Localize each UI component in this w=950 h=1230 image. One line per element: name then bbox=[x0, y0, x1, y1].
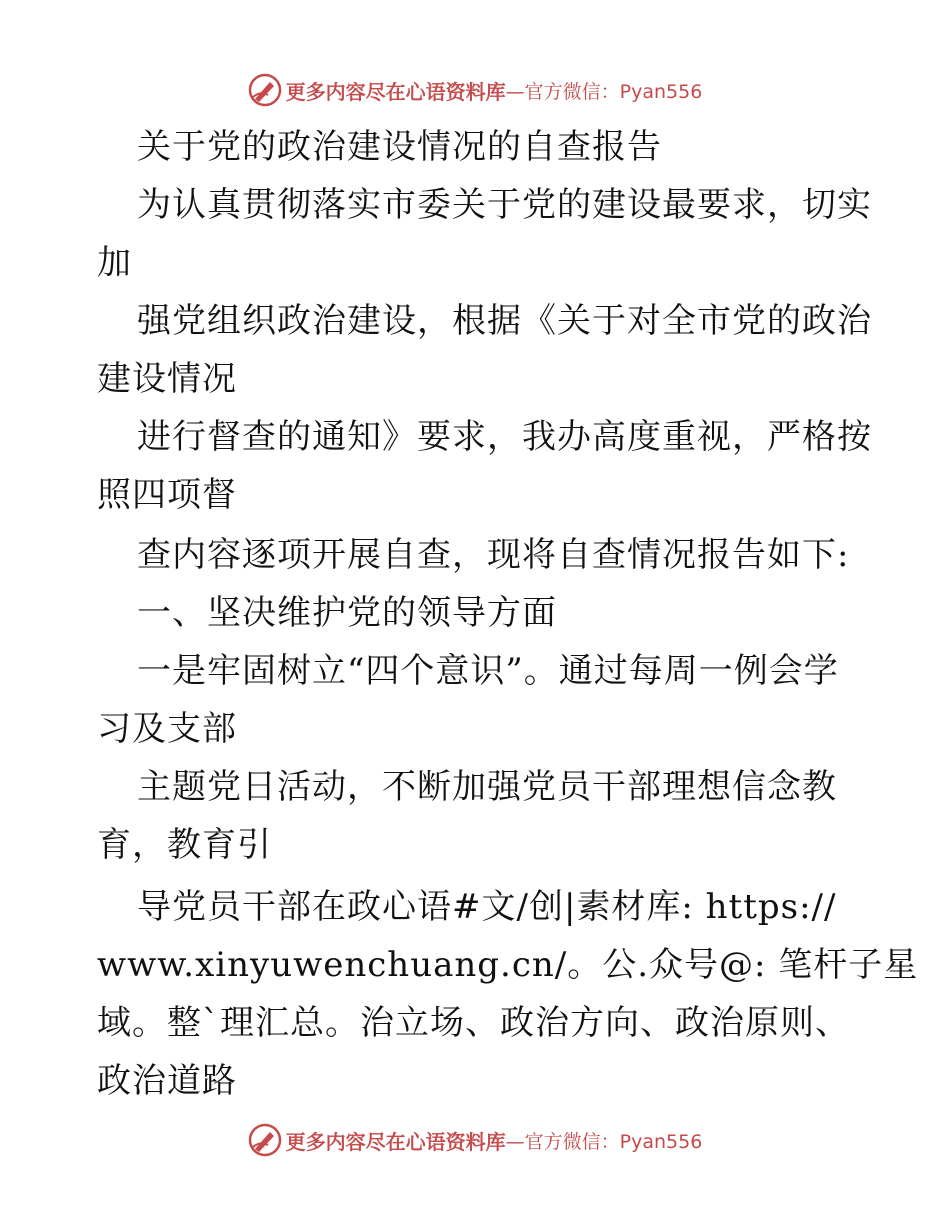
text-line: 主题党日活动，不断加强党员干部理想信念教 bbox=[137, 767, 837, 807]
header-banner bbox=[0, 70, 950, 110]
footer-banner bbox=[0, 1120, 950, 1160]
text-line: 照四项督 bbox=[97, 475, 237, 515]
text-line: 建设情况 bbox=[97, 359, 237, 399]
text-line: 进行督查的通知》要求，我办高度重视，严格按 bbox=[137, 417, 872, 457]
text-line: 加 bbox=[97, 243, 132, 283]
text-line: 习及支部 bbox=[97, 709, 237, 749]
text-line: 强党组织政治建设，根据《关于对全市党的政治 bbox=[137, 301, 872, 341]
banner-sub-text: —官方微信：Pyan556 bbox=[505, 80, 703, 103]
text-line: 为认真贯彻落实市委关于党的建设最要求，切实 bbox=[137, 185, 872, 225]
banner-main-text: 更多内容尽在心语资料库 bbox=[285, 1129, 506, 1154]
banner-main-text: 更多内容尽在心语资料库 bbox=[285, 79, 506, 104]
banner-sub-text: —官方微信：Pyan556 bbox=[505, 1130, 703, 1153]
pen-logo-icon bbox=[248, 1123, 282, 1157]
document-title: 关于党的政治建设情况的自查报告 bbox=[137, 127, 662, 167]
text-line: 导党员干部在政心语#文/创|素材库: https:// bbox=[137, 887, 837, 927]
section-heading: 一、坚决维护党的领导方面 bbox=[137, 593, 557, 633]
text-line: 查内容逐项开展自查，现将自查情况报告如下: bbox=[137, 535, 850, 575]
text-line: 域。整`理汇总。治立场、政治方向、政治原则、 bbox=[97, 1003, 850, 1043]
text-line: 育，教育引 bbox=[97, 825, 272, 865]
pen-logo-icon bbox=[248, 73, 282, 107]
text-line: 一是牢固树立“四个意识”。通过每周一例会学 bbox=[137, 651, 839, 691]
text-line: www.xinyuwenchuang.cn/。公.众号@: 笔杆子星 bbox=[97, 945, 919, 985]
text-line: 政治道路 bbox=[97, 1061, 237, 1101]
